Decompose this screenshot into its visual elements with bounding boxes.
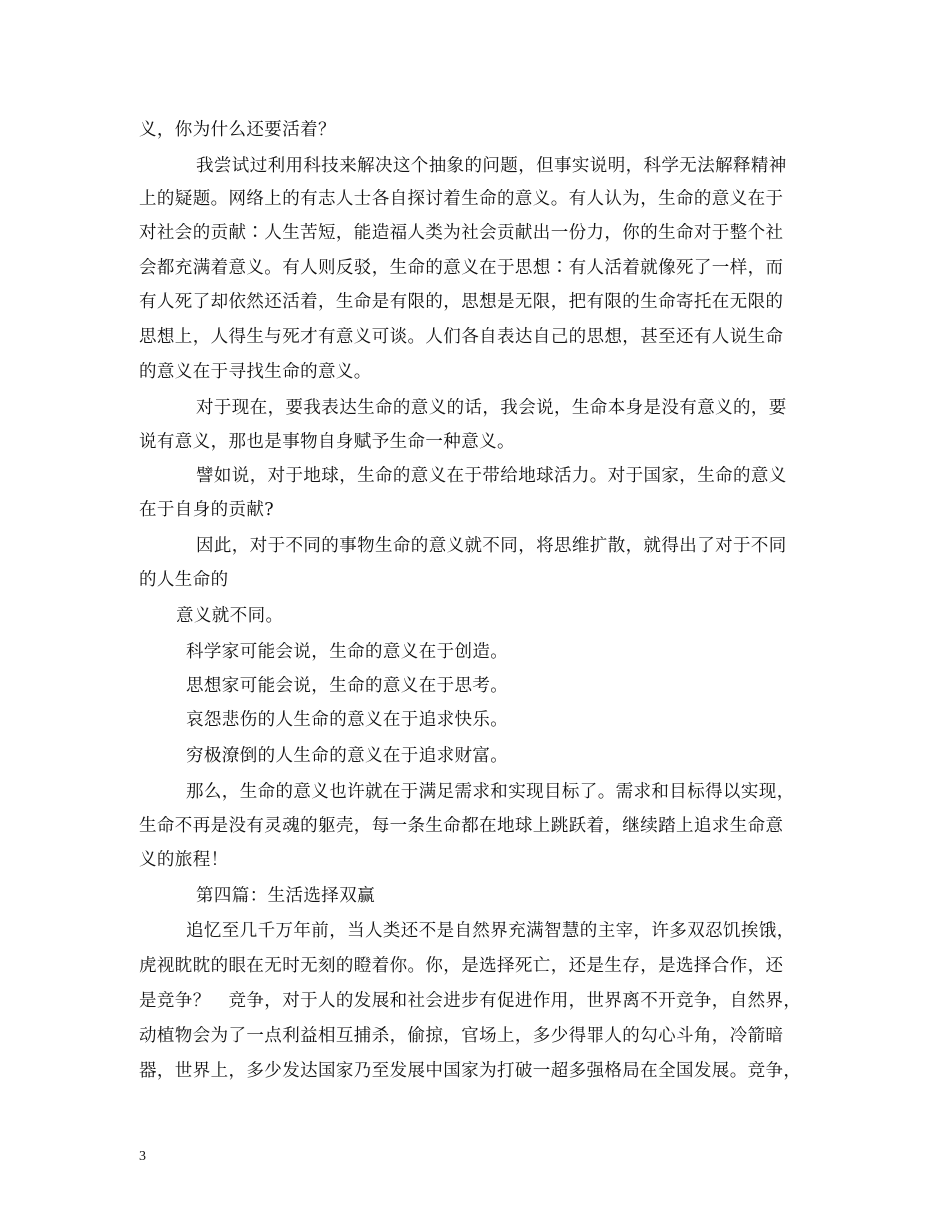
text-line: 动植物会为了一点利益相互捕杀，偷掠，官场上，多少得罪人的勾心斗角，冷箭暗 (139, 1026, 784, 1046)
paragraph-first-line: 我尝试过利用科技来解决这个抽象的问题，但事实说明，科学无法解释精神 (196, 156, 787, 176)
list-line: 穷极潦倒的人生命的意义在于追求财富。 (186, 746, 509, 766)
text-line: 会都充满着意义。有人则反驳，生命的意义在于思想∶有人活着就像死了一样，而 (139, 258, 784, 278)
text-line: 有人死了却依然还活着，生命是有限的，思想是无限，把有限的生命寄托在无限的 (139, 292, 784, 312)
paragraph-first-line: 譬如说，对于地球，生命的意义在于带给地球活力。对于国家，生命的意义 (196, 466, 787, 486)
paragraph-first-line: 追忆至几千万年前，当人类还不是自然界充满智慧的主宰，许多双忍饥挨饿， (186, 921, 795, 941)
text-line: 在于自身的贡献? (139, 500, 275, 520)
text-line: 上的疑题。网络上的有志人士各自探讨着生命的意义。有人认为，生命的意义在于 (139, 189, 784, 209)
text-line: 是竞争？ 竞争，对于人的发展和社会进步有促进作用，世界离不开竞争，自然界， (139, 991, 802, 1011)
text-line: 义的旅程！ (139, 850, 229, 870)
list-line: 思想家可能会说，生命的意义在于思考。 (186, 676, 509, 696)
paragraph-first-line: 对于现在，要我表达生命的意义的话，我会说，生命本身是没有意义的，要 (196, 398, 787, 418)
section-heading: 第四篇：生活选择双赢 (196, 886, 375, 906)
list-line: 科学家可能会说，生命的意义在于创造。 (186, 642, 509, 662)
paragraph-first-line: 因此，对于不同的事物生命的意义就不同，将思维扩散，就得出了对于不同 (196, 536, 787, 556)
text-line: 说有意义，那也是事物自身赋予生命一种意义。 (139, 432, 515, 452)
text-line: 生命不再是没有灵魂的躯壳，每一条生命都在地球上跳跃着，继续踏上追求生命意 (139, 816, 784, 836)
text-line: 的人生命的 (139, 570, 229, 590)
paragraph-first-line: 那么，生命的意义也许就在于满足需求和实现目标了。需求和目标得以实现， (186, 782, 795, 802)
text-line: 对社会的贡献∶人生苦短，能造福人类为社会贡献出一份力，你的生命对于整个社 (139, 223, 784, 243)
text-line: 思想上，人得生与死才有意义可谈。人们各自表达自己的思想，甚至还有人说生命 (139, 327, 784, 347)
text-line: 器，世界上，多少发达国家乃至发展中国家为打破一超多强格局在全国发展。竞争， (139, 1061, 802, 1081)
text-line: 虎视眈眈的眼在无时无刻的瞪着你。你，是选择死亡，还是生存，是选择合作，还 (139, 956, 784, 976)
text-line: 义，你为什么还要活着？ (139, 120, 336, 140)
list-line: 哀怨悲伤的人生命的意义在于追求快乐。 (186, 710, 509, 730)
page-number: 3 (139, 1149, 146, 1164)
text-line: 意义就不同。 (176, 606, 284, 626)
text-line: 的意义在于寻找生命的意义。 (139, 362, 372, 382)
